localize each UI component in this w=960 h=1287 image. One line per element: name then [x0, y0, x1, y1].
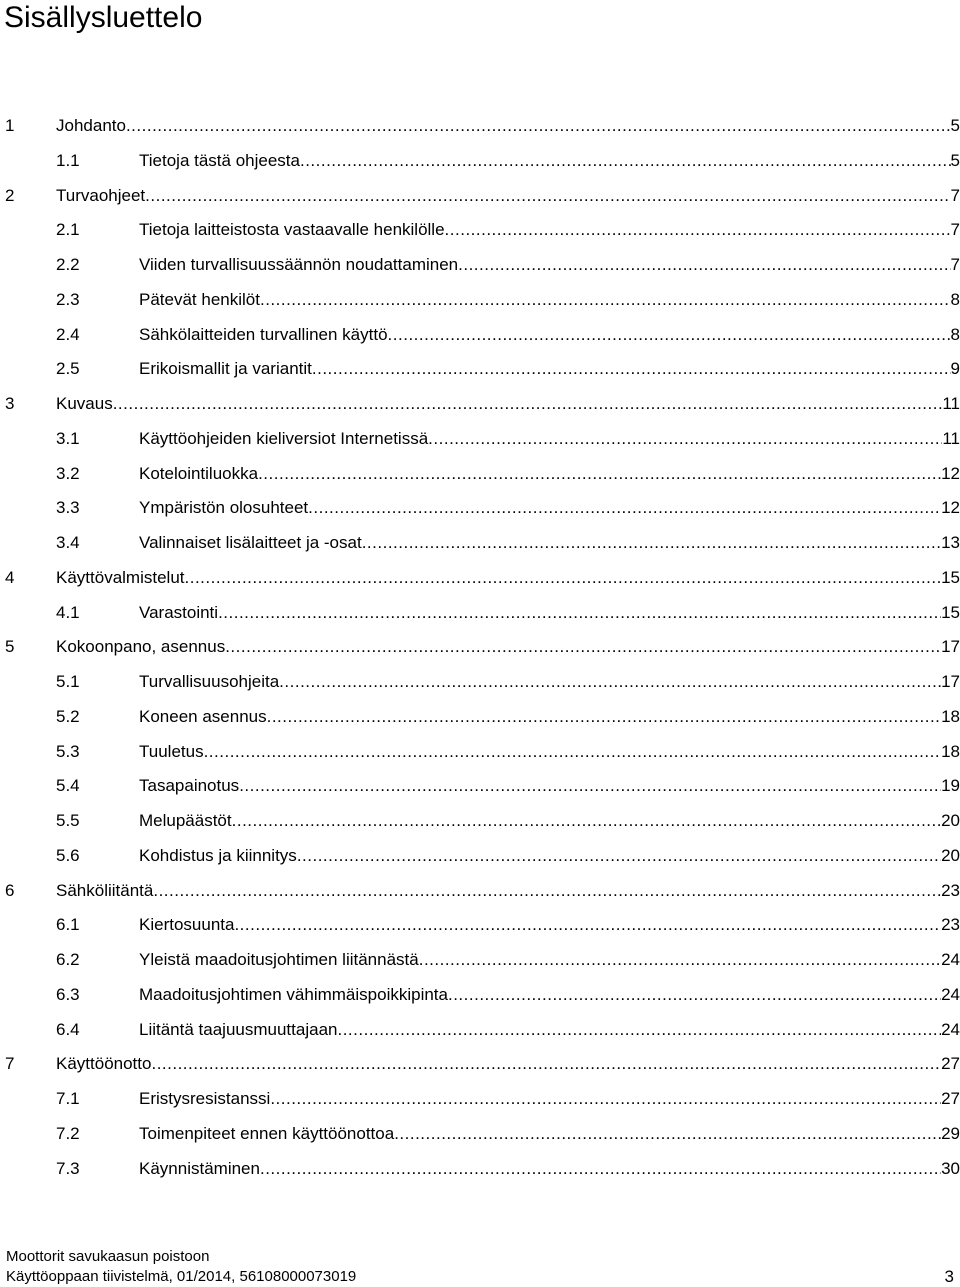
toc-entry-number: 2.5: [56, 359, 80, 379]
toc-entry-title: Tuuletus: [139, 741, 204, 761]
toc-entry-page: 15: [941, 567, 960, 587]
toc-entry-page: 11: [942, 428, 960, 448]
toc-entry-title: Koneen asennus: [139, 706, 267, 726]
toc-entry-page: 30: [941, 1158, 960, 1178]
toc-chapter-entry[interactable]: [0, 561, 960, 596]
toc-entry-title: Sähkölaitteiden turvallinen käyttö: [139, 324, 388, 344]
toc-entry-number: 6.4: [56, 1019, 80, 1039]
toc-entry-link[interactable]: [139, 1013, 960, 1048]
toc-section-entry[interactable]: [0, 352, 960, 387]
toc-entry-link[interactable]: [139, 491, 960, 526]
toc-entry-link[interactable]: [56, 561, 960, 596]
toc-entry-link[interactable]: [139, 1152, 960, 1187]
toc-entry-page: 24: [941, 950, 960, 969]
toc-entry-title: Liitäntä taajuusmuuttajaan: [139, 1019, 338, 1039]
toc-entry-link[interactable]: [139, 213, 960, 248]
toc-dot-leader: [428, 422, 942, 457]
toc-entry-page: 7: [950, 255, 960, 274]
toc-entry-page: 12: [941, 498, 960, 518]
toc-entry-number: 2: [5, 185, 15, 205]
toc-section-entry[interactable]: [0, 943, 960, 978]
toc-dot-leader: [145, 179, 950, 214]
toc-entry-number: 6: [5, 880, 15, 900]
toc-entry-title: Käynnistäminen: [139, 1158, 260, 1178]
toc-dot-leader: [258, 457, 941, 492]
toc-entry-number: 7: [5, 1054, 15, 1074]
toc-entry-number: 6.1: [56, 915, 80, 935]
toc-dot-leader: [337, 1013, 941, 1048]
toc-entry-title: Tasapainotus: [139, 776, 240, 796]
toc-section-entry[interactable]: [0, 144, 960, 179]
toc-entry-title: Varastointi: [139, 602, 219, 622]
toc-entry-link[interactable]: [56, 109, 960, 144]
toc-entry-link[interactable]: [139, 908, 960, 943]
toc-dot-leader: [232, 804, 941, 839]
toc-entry-title: Maadoitusjohtimen vähimmäispoikkipinta: [139, 984, 448, 1004]
toc-entry-page: 23: [941, 880, 960, 900]
toc-entry-link[interactable]: [139, 422, 960, 457]
toc-dot-leader: [204, 735, 942, 770]
toc-entry-number: 3.3: [56, 498, 80, 518]
toc-entry-link[interactable]: [139, 318, 960, 353]
toc-entry-title: Tietoja laitteistosta vastaavalle henkilölle: [139, 220, 445, 240]
toc-entry-number: 3.4: [56, 533, 80, 552]
toc-entry-page: 18: [941, 741, 960, 761]
page-footer: [6, 1247, 956, 1287]
toc-entry-title: Eristysresistanssi: [139, 1089, 271, 1108]
toc-entry-number: 6.2: [56, 950, 80, 969]
toc-entry-link[interactable]: [139, 700, 960, 735]
toc-entry-link[interactable]: [139, 352, 960, 387]
toc-entry-title: Kotelointiluokka: [139, 463, 259, 483]
toc-section-entry[interactable]: [0, 1152, 960, 1187]
toc-entry-page: 5: [950, 116, 960, 135]
toc-entry-number: 1: [5, 116, 15, 135]
toc-entry-page: 11: [942, 394, 960, 413]
toc-dot-leader: [126, 109, 951, 144]
footer-page-number: 3: [944, 1267, 954, 1286]
toc-section-entry[interactable]: [0, 839, 960, 874]
toc-entry-title: Kohdistus ja kiinnitys: [139, 845, 297, 865]
toc-entry-number: 6.3: [56, 984, 80, 1004]
toc-entry-page: 7: [950, 220, 960, 240]
toc-dot-leader: [308, 491, 941, 526]
toc-entry-number: 5.1: [56, 672, 80, 691]
toc-section-entry[interactable]: [0, 248, 960, 283]
toc-entry-number: 7.2: [56, 1123, 80, 1143]
toc-dot-leader: [419, 943, 941, 978]
toc-dot-leader: [260, 283, 951, 318]
toc-entry-number: 2.4: [56, 324, 80, 344]
toc-entry-number: 2.2: [56, 255, 80, 274]
toc-section-entry[interactable]: [0, 318, 960, 353]
toc-entry-title: Turvallisuusohjeita: [139, 672, 280, 691]
toc-entry-page: 9: [950, 359, 960, 379]
toc-entry-number: 2.1: [56, 220, 80, 240]
toc-section-entry[interactable]: [0, 700, 960, 735]
toc-entry-link[interactable]: [139, 1082, 960, 1117]
toc-entry-page: 15: [941, 602, 960, 622]
toc-section-entry[interactable]: [0, 665, 960, 700]
toc-entry-title: Toimenpiteet ennen käyttöönottoa: [139, 1123, 395, 1143]
toc-dot-leader: [388, 318, 951, 353]
toc-entry-link[interactable]: [139, 144, 960, 179]
toc-chapter-entry[interactable]: [0, 630, 960, 665]
toc-entry-page: 24: [941, 1019, 960, 1039]
toc-entry-link[interactable]: [56, 1047, 960, 1082]
toc-entry-page: 24: [941, 984, 960, 1004]
toc-entry-page: 12: [941, 463, 960, 483]
toc-section-entry[interactable]: [0, 908, 960, 943]
toc-dot-leader: [225, 630, 941, 665]
toc-entry-link[interactable]: [139, 1117, 960, 1152]
toc-entry-page: 5: [950, 150, 960, 170]
toc-chapter-entry[interactable]: [0, 109, 960, 144]
toc-entry-page: 27: [941, 1054, 960, 1074]
toc-entry-page: 20: [941, 811, 960, 830]
toc-section-entry[interactable]: [0, 283, 960, 318]
toc-dot-leader: [270, 1082, 941, 1117]
toc-dot-leader: [448, 978, 941, 1013]
toc-entry-link[interactable]: [56, 874, 960, 909]
toc-dot-leader: [185, 561, 942, 596]
toc-section-entry[interactable]: [0, 1013, 960, 1048]
toc-entry-link[interactable]: [139, 978, 960, 1013]
toc-entry-number: 5.4: [56, 776, 80, 796]
toc-entry-number: 4.1: [56, 602, 80, 622]
toc-dot-leader: [458, 248, 950, 283]
toc-entry-link[interactable]: [139, 839, 960, 874]
toc-section-entry[interactable]: [0, 735, 960, 770]
toc-section-entry[interactable]: [0, 491, 960, 526]
toc-entry-link[interactable]: [139, 526, 960, 561]
toc-entry-title: Pätevät henkilöt: [139, 289, 260, 309]
toc-entry-title: Ympäristön olosuhteet: [139, 498, 309, 518]
toc-entry-number: 4: [5, 567, 15, 587]
toc-dot-leader: [239, 769, 941, 804]
toc-entry-title: Kokoonpano, asennus: [56, 637, 226, 657]
toc-dot-leader: [445, 213, 951, 248]
toc-entry-number: 2.3: [56, 289, 80, 309]
toc-entry-title: Käyttövalmistelut: [56, 567, 185, 587]
toc-entry-title: Johdanto: [56, 116, 126, 135]
footer-document-info: Käyttöoppaan tiivistelmä, 01/2014, 56108000073019: [6, 1268, 357, 1285]
toc-dot-leader: [297, 839, 941, 874]
toc-entry-page: 13: [941, 533, 960, 552]
toc-entry-page: 8: [950, 324, 960, 344]
toc-section-entry[interactable]: [0, 422, 960, 457]
toc-dot-leader: [151, 1047, 941, 1082]
toc-entry-page: 20: [941, 845, 960, 865]
page-title: Sisällysluettelo: [4, 1, 203, 34]
toc-entry-link[interactable]: [139, 665, 960, 700]
toc-entry-title: Sähköliitäntä: [56, 880, 154, 900]
toc-entry-number: 3: [5, 394, 15, 413]
toc-entry-page: 17: [941, 672, 960, 691]
toc-dot-leader: [218, 596, 941, 631]
toc-section-entry[interactable]: [0, 769, 960, 804]
footer-document-title: Moottorit savukaasun poistoon: [6, 1248, 210, 1265]
toc-entry-number: 5: [5, 637, 15, 657]
toc-chapter-entry[interactable]: [0, 387, 960, 422]
toc-entry-link[interactable]: [139, 283, 960, 318]
toc-entry-title: Kiertosuunta: [139, 915, 235, 935]
toc-chapter-entry[interactable]: [0, 179, 960, 214]
toc-entry-number: 3.2: [56, 463, 80, 483]
toc-entry-link[interactable]: [56, 179, 960, 214]
toc-entry-title: Kuvaus: [56, 394, 113, 413]
toc-dot-leader: [300, 144, 951, 179]
table-of-contents: [0, 109, 960, 1186]
toc-entry-number: 5.6: [56, 845, 80, 865]
toc-entry-page: 18: [941, 706, 960, 726]
toc-chapter-entry[interactable]: [0, 1047, 960, 1082]
toc-entry-number: 5.5: [56, 811, 80, 830]
toc-entry-link[interactable]: [139, 457, 960, 492]
toc-entry-title: Melupäästöt: [139, 811, 232, 830]
toc-entry-page: 8: [950, 289, 960, 309]
toc-section-entry[interactable]: [0, 1117, 960, 1152]
toc-section-entry[interactable]: [0, 978, 960, 1013]
toc-entry-page: 29: [941, 1123, 960, 1143]
toc-section-entry[interactable]: [0, 457, 960, 492]
toc-entry-title: Tietoja tästä ohjeesta: [139, 150, 300, 170]
toc-entry-link[interactable]: [139, 769, 960, 804]
toc-entry-number: 5.2: [56, 706, 80, 726]
toc-dot-leader: [260, 1152, 941, 1187]
toc-entry-number: 3.1: [56, 428, 80, 448]
toc-entry-link[interactable]: [56, 630, 960, 665]
toc-entry-number: 1.1: [56, 150, 80, 170]
toc-entry-title: Käyttöohjeiden kieliversiot Internetissä: [139, 428, 429, 448]
toc-entry-title: Käyttöönotto: [56, 1054, 152, 1074]
toc-entry-title: Erikoismallit ja variantit: [139, 359, 312, 379]
toc-entry-number: 7.1: [56, 1089, 80, 1108]
toc-entry-link[interactable]: [139, 596, 960, 631]
toc-section-entry[interactable]: [0, 596, 960, 631]
toc-dot-leader: [113, 387, 943, 422]
toc-entry-title: Viiden turvallisuussäännön noudattaminen: [139, 255, 459, 274]
toc-dot-leader: [279, 665, 941, 700]
toc-dot-leader: [312, 352, 951, 387]
toc-entry-page: 27: [941, 1089, 960, 1108]
toc-entry-link[interactable]: [139, 804, 960, 839]
toc-section-entry[interactable]: [0, 213, 960, 248]
toc-entry-page: 19: [941, 776, 960, 796]
toc-dot-leader: [362, 526, 941, 561]
toc-entry-title: Yleistä maadoitusjohtimen liitännästä: [139, 950, 419, 969]
toc-dot-leader: [153, 874, 941, 909]
toc-entry-page: 23: [941, 915, 960, 935]
toc-section-entry[interactable]: [0, 804, 960, 839]
toc-entry-link[interactable]: [139, 943, 960, 978]
toc-dot-leader: [234, 908, 941, 943]
toc-section-entry[interactable]: [0, 1082, 960, 1117]
toc-entry-page: 17: [941, 637, 960, 657]
toc-section-entry[interactable]: [0, 526, 960, 561]
toc-dot-leader: [267, 700, 941, 735]
toc-entry-number: 5.3: [56, 741, 80, 761]
toc-entry-page: 7: [950, 185, 960, 205]
toc-entry-link[interactable]: [139, 735, 960, 770]
toc-dot-leader: [394, 1117, 941, 1152]
toc-entry-link[interactable]: [56, 387, 960, 422]
toc-entry-title: Turvaohjeet: [56, 185, 146, 205]
toc-entry-link[interactable]: [139, 248, 960, 283]
toc-entry-number: 7.3: [56, 1158, 80, 1178]
toc-chapter-entry[interactable]: [0, 874, 960, 909]
toc-entry-title: Valinnaiset lisälaitteet ja -osat: [139, 533, 362, 552]
